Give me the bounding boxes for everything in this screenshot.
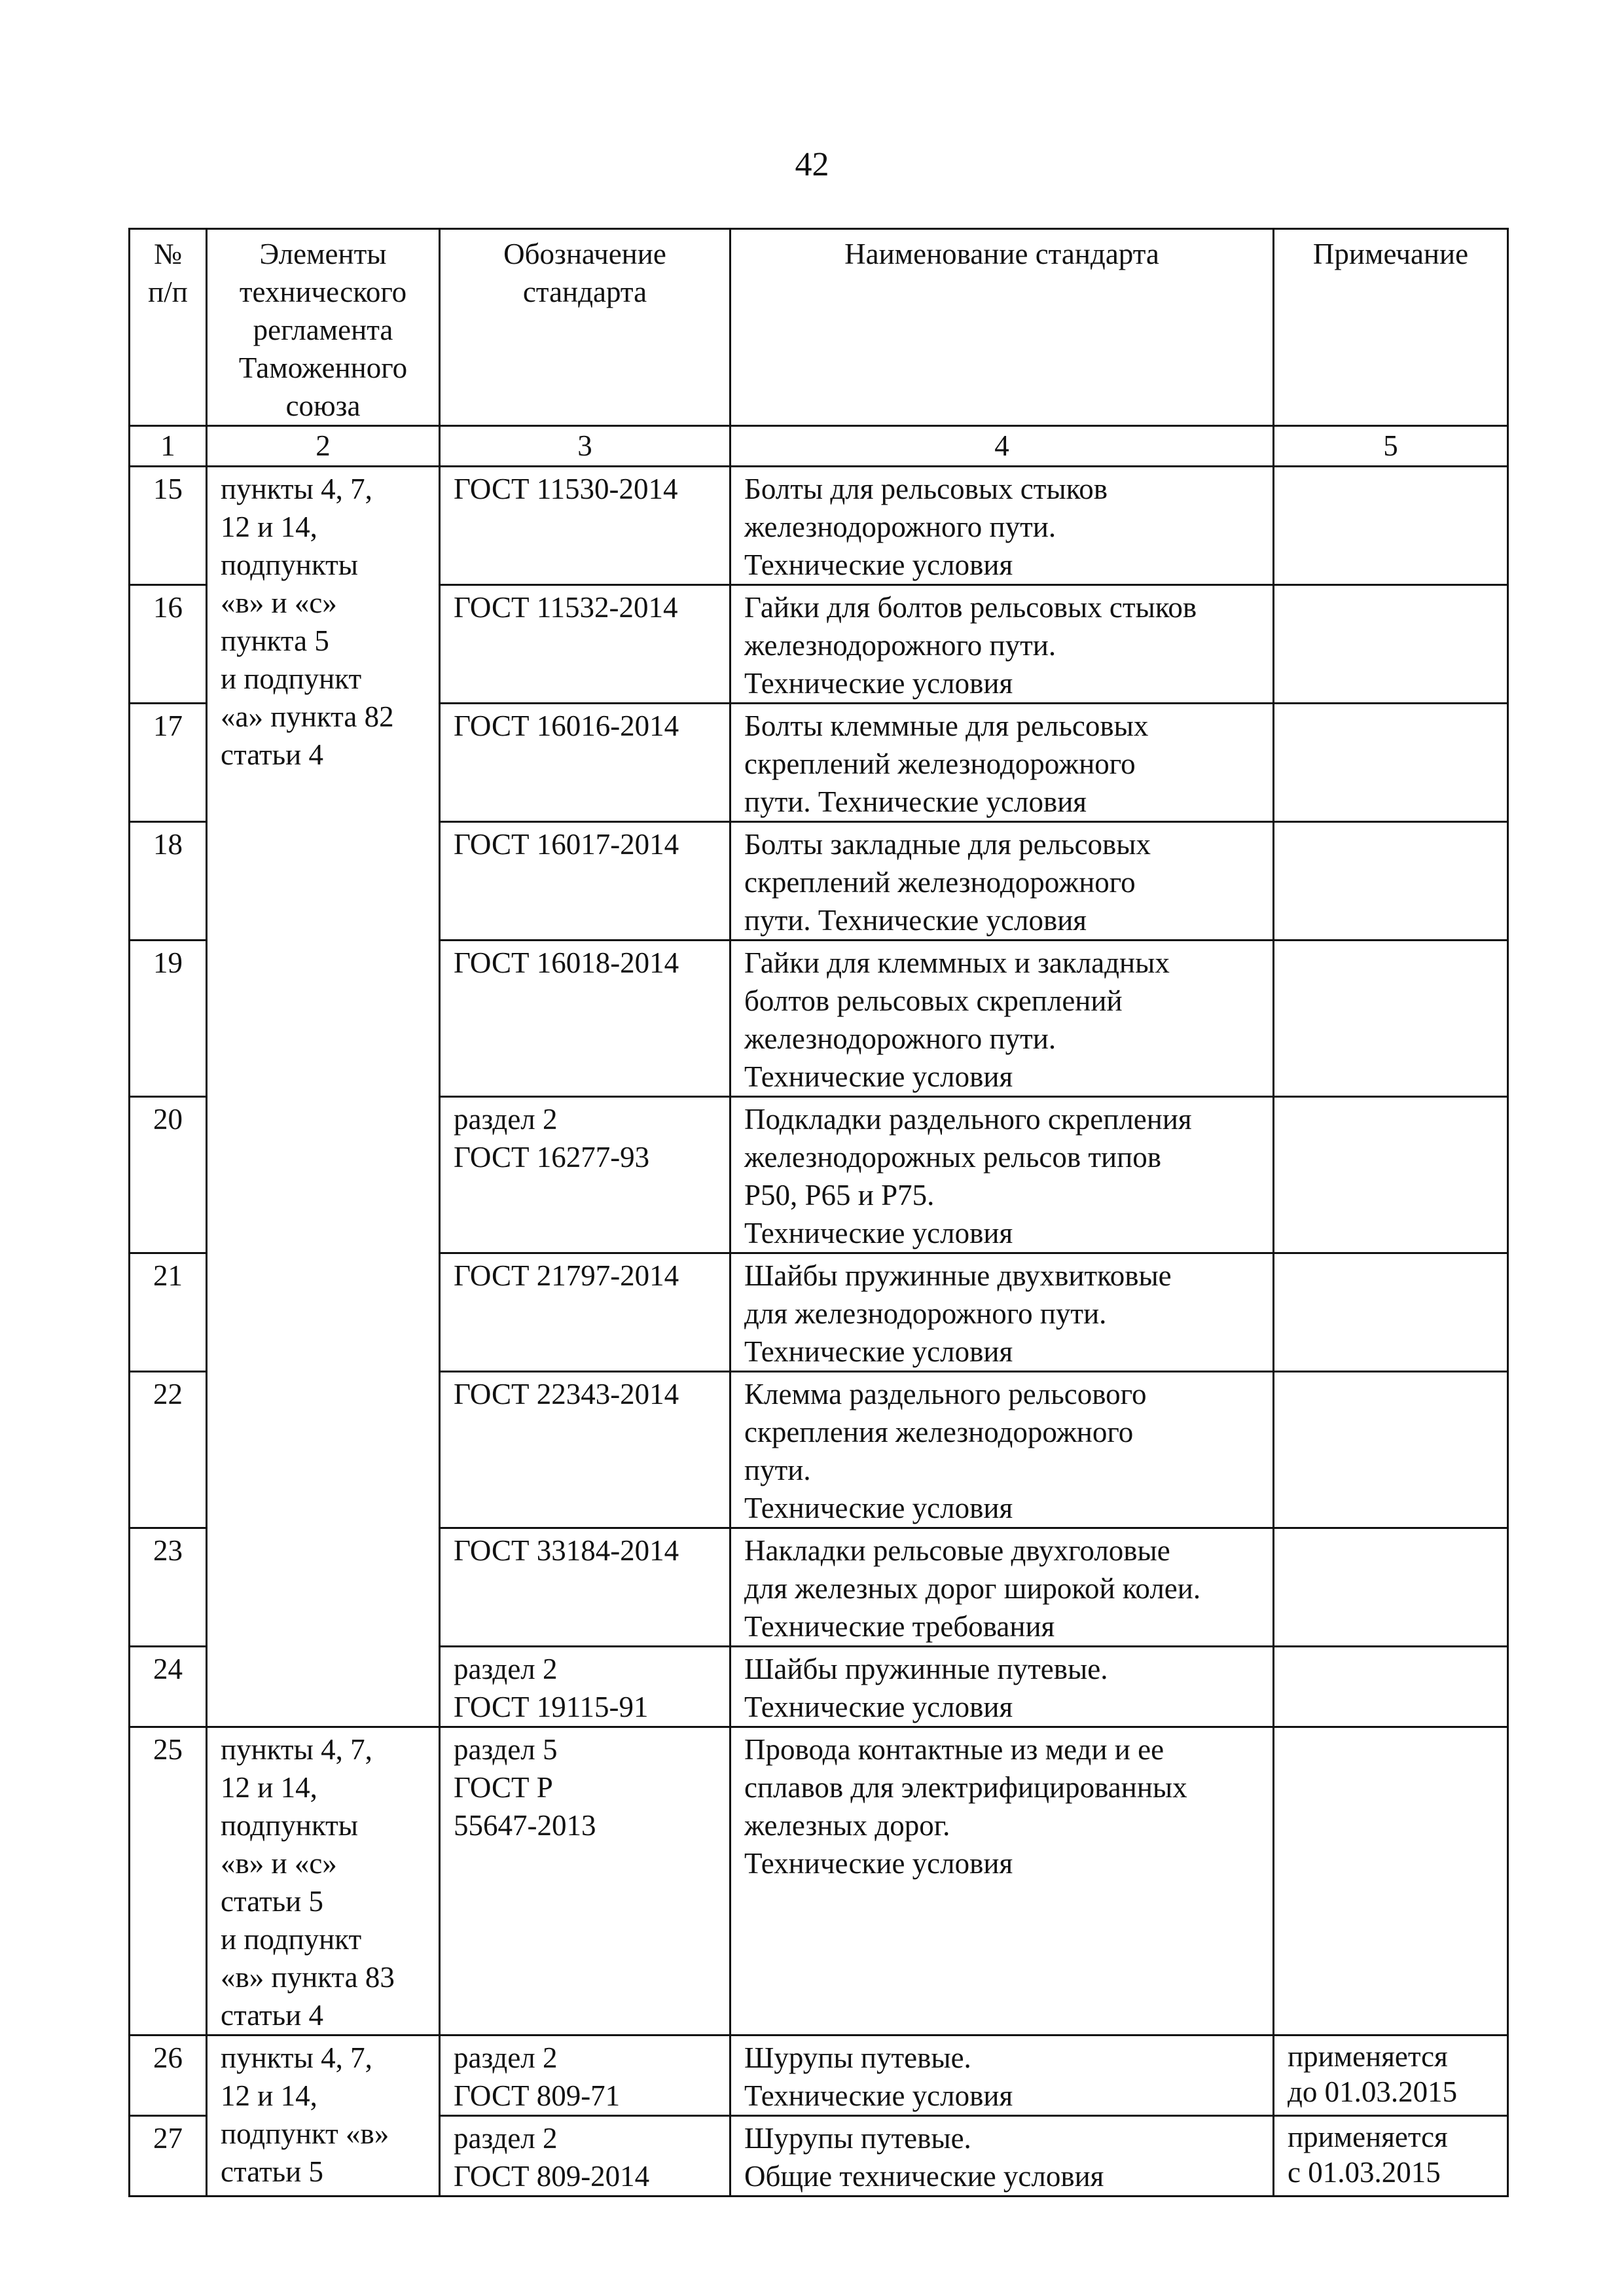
note-cell: применяется с 01.03.2015	[1274, 2116, 1508, 2197]
row-number: 24	[130, 1647, 207, 1727]
column-number: 3	[440, 426, 731, 467]
table-row	[130, 1727, 1508, 2036]
row-number: 22	[130, 1372, 207, 1528]
column-number: 1	[130, 426, 207, 467]
note-cell: применяется до 01.03.2015	[1274, 2036, 1508, 2116]
standard-name-cell: Шайбы пружинные двухвитковые для железнодорожного пути. Технические условия	[731, 1253, 1274, 1372]
column-number-row	[130, 426, 1508, 467]
standard-name-cell: Гайки для клеммных и закладных болтов рельсовых скреплений железнодорожного пути. Технические условия	[731, 941, 1274, 1097]
row-number: 26	[130, 2036, 207, 2116]
elements-cell: пункты 4, 7, 12 и 14, подпункты «в» и «с» статьи 5 и подпункт «в» пункта 83 статьи 4	[207, 1727, 440, 2036]
elements-cell: пункты 4, 7, 12 и 14, подпункт «в» статьи 5	[207, 2036, 440, 2197]
header-designation: Обозначение стандарта	[440, 229, 731, 426]
row-number: 17	[130, 704, 207, 822]
designation-cell: ГОСТ 16018-2014	[440, 941, 731, 1097]
header-num: № п/п	[130, 229, 207, 426]
designation-cell: ГОСТ 16017-2014	[440, 822, 731, 941]
note-cell	[1274, 1097, 1508, 1253]
designation-cell: раздел 2 ГОСТ 809-2014	[440, 2116, 731, 2197]
note-cell	[1274, 1528, 1508, 1647]
standard-name-cell: Болты для рельсовых стыков железнодорожного пути. Технические условия	[731, 467, 1274, 585]
note-cell	[1274, 1647, 1508, 1727]
designation-cell: ГОСТ 22343-2014	[440, 1372, 731, 1528]
page-number: 42	[795, 146, 829, 183]
row-number: 21	[130, 1253, 207, 1372]
elements-cell: пункты 4, 7, 12 и 14, подпункты «в» и «с» пункта 5 и подпункт «а» пункта 82 статьи 4	[207, 467, 440, 822]
table-row	[130, 2036, 1508, 2116]
table-row	[130, 822, 1508, 941]
note-cell	[1274, 822, 1508, 941]
designation-cell: ГОСТ 16016-2014	[440, 704, 731, 822]
table-row	[130, 467, 1508, 585]
row-number: 27	[130, 2116, 207, 2197]
row-number: 20	[130, 1097, 207, 1253]
designation-cell: ГОСТ 11530-2014	[440, 467, 731, 585]
standard-name-cell: Болты закладные для рельсовых скреплений железнодорожного пути. Технические условия	[731, 822, 1274, 941]
note-cell	[1274, 1727, 1508, 2036]
row-number: 18	[130, 822, 207, 941]
standard-name-cell: Шурупы путевые. Общие технические условия	[731, 2116, 1274, 2197]
row-number: 15	[130, 467, 207, 585]
note-cell	[1274, 704, 1508, 822]
note-cell	[1274, 941, 1508, 1097]
note-cell	[1274, 1372, 1508, 1528]
row-number: 25	[130, 1727, 207, 2036]
header-note: Примечание	[1274, 229, 1508, 426]
column-number: 5	[1274, 426, 1508, 467]
note-cell	[1274, 467, 1508, 585]
header-standard-name: Наименование стандарта	[731, 229, 1274, 426]
standard-name-cell: Шурупы путевые. Технические условия	[731, 2036, 1274, 2116]
standard-name-cell: Клемма раздельного рельсового скрепления железнодорожного пути. Технические условия	[731, 1372, 1274, 1528]
header-row	[130, 229, 1508, 426]
standard-name-cell: Гайки для болтов рельсовых стыков железнодорожного пути. Технические условия	[731, 585, 1274, 704]
designation-cell: раздел 5 ГОСТ Р 55647-2013	[440, 1727, 731, 2036]
row-number: 19	[130, 941, 207, 1097]
standards-table	[128, 228, 1509, 2197]
note-cell	[1274, 585, 1508, 704]
standard-name-cell: Шайбы пружинные путевые. Технические условия	[731, 1647, 1274, 1727]
designation-cell: раздел 2 ГОСТ 809-71	[440, 2036, 731, 2116]
designation-cell: ГОСТ 11532-2014	[440, 585, 731, 704]
standard-name-cell: Накладки рельсовые двухголовые для железных дорог широкой колеи. Технические требования	[731, 1528, 1274, 1647]
designation-cell: раздел 2 ГОСТ 16277-93	[440, 1097, 731, 1253]
row-number: 16	[130, 585, 207, 704]
standard-name-cell: Провода контактные из меди и ее сплавов для электрифицированных железных дорог. Технические условия	[731, 1727, 1274, 2036]
standard-name-cell: Болты клеммные для рельсовых скреплений железнодорожного пути. Технические условия	[731, 704, 1274, 822]
header-elements: Элементы технического регламента Таможенного союза	[207, 229, 440, 426]
designation-cell: раздел 2 ГОСТ 19115-91	[440, 1647, 731, 1727]
standard-name-cell: Подкладки раздельного скрепления железнодорожных рельсов типов Р50, Р65 и Р75. Технические условия	[731, 1097, 1274, 1253]
row-number: 23	[130, 1528, 207, 1647]
designation-cell: ГОСТ 21797-2014	[440, 1253, 731, 1372]
note-cell	[1274, 1253, 1508, 1372]
elements-cell-continued	[207, 822, 440, 1727]
column-number: 2	[207, 426, 440, 467]
column-number: 4	[731, 426, 1274, 467]
designation-cell: ГОСТ 33184-2014	[440, 1528, 731, 1647]
